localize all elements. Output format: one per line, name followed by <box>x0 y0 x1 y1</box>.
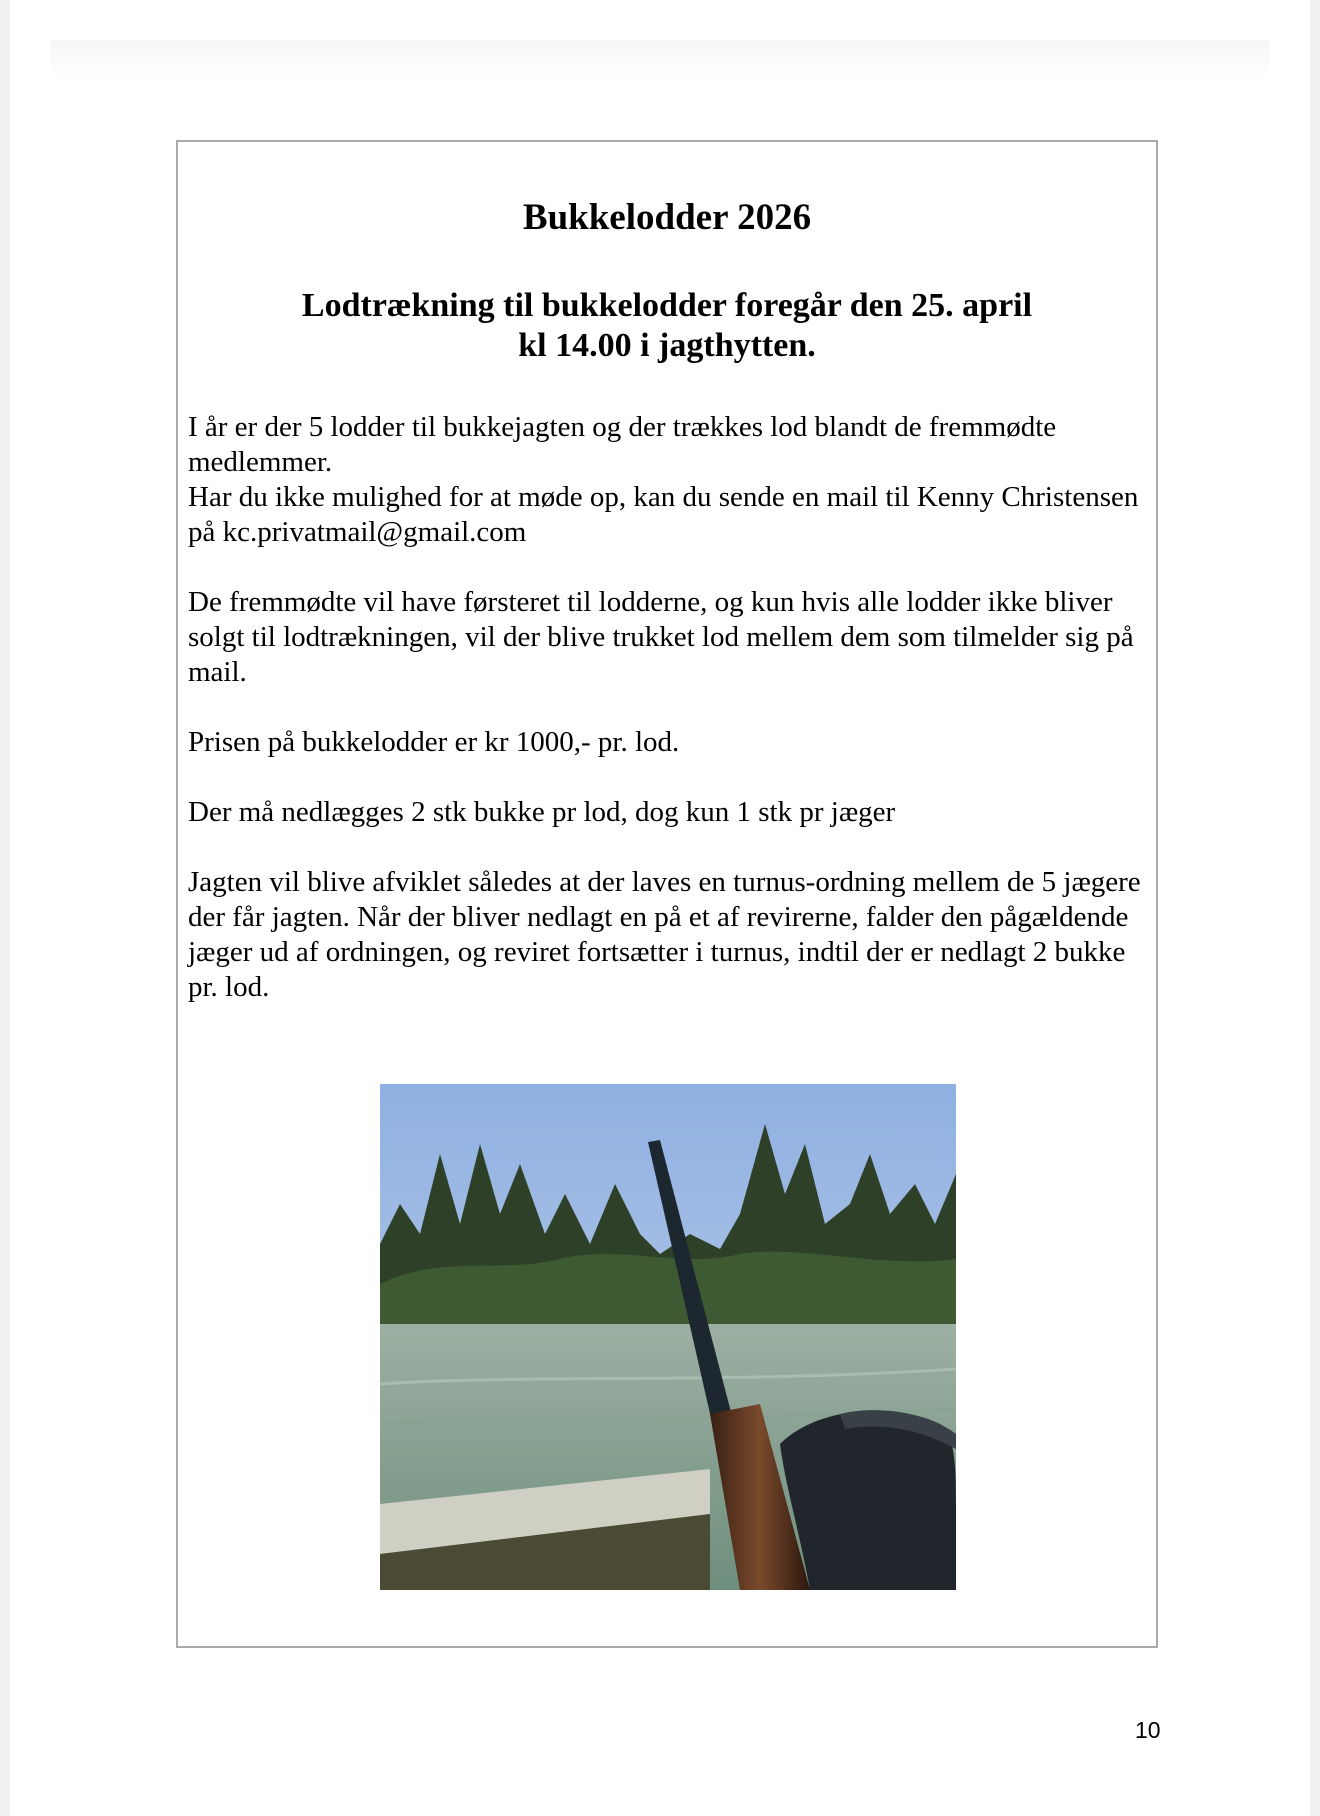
content-frame <box>176 140 1158 1648</box>
page-sheet <box>10 0 1310 1816</box>
announcement-heading <box>238 286 1096 366</box>
page-top-shade <box>50 40 1270 80</box>
paragraph-priority: De fremmødte vil have førsteret til lodderne, og kun hvis alle lodder ikke bliver solgt til lodtrækningen, vil der blive trukket lod mellem dem som tilmelder sig på mail. <box>188 586 1134 688</box>
announcement-heading-line1: Lodtrækning til bukkelodder foregår den 25. april <box>301 287 1033 324</box>
paragraph-email: Har du ikke mulighed for at møde op, kan du sende en mail til Kenny Christensen på kc.privatmail@gmail.com <box>188 481 1139 548</box>
paragraph-lots: I år er der 5 lodder til bukkejagten og der trækkes lod blandt de fremmødte medlemmer. <box>188 411 1057 478</box>
paragraph-price: Prisen på bukkelodder er kr 1000,- pr. lod. <box>188 726 680 758</box>
body-text <box>188 410 1146 1040</box>
page-number: 10 <box>1135 1717 1161 1743</box>
announcement-heading-line2: kl 14.00 i jagthytten. <box>518 327 816 364</box>
paragraph-rotation: Jagten vil blive afviklet således at der laves en turnus-ordning mellem de 5 jægere der får jagten. Når der bliver nedlagt en på et af revirerne, falder den pågældende jæger ud af ordningen, og reviret fortsætter i turnus, indtil der er nedlagt 2 bukke pr. lod. <box>188 866 1141 1003</box>
page-title: Bukkelodder 2026 <box>522 197 812 238</box>
paragraph-quota: Der må nedlægges 2 stk bukke pr lod, dog kun 1 stk pr jæger <box>188 796 896 828</box>
rifle-field-photo <box>380 1084 956 1590</box>
